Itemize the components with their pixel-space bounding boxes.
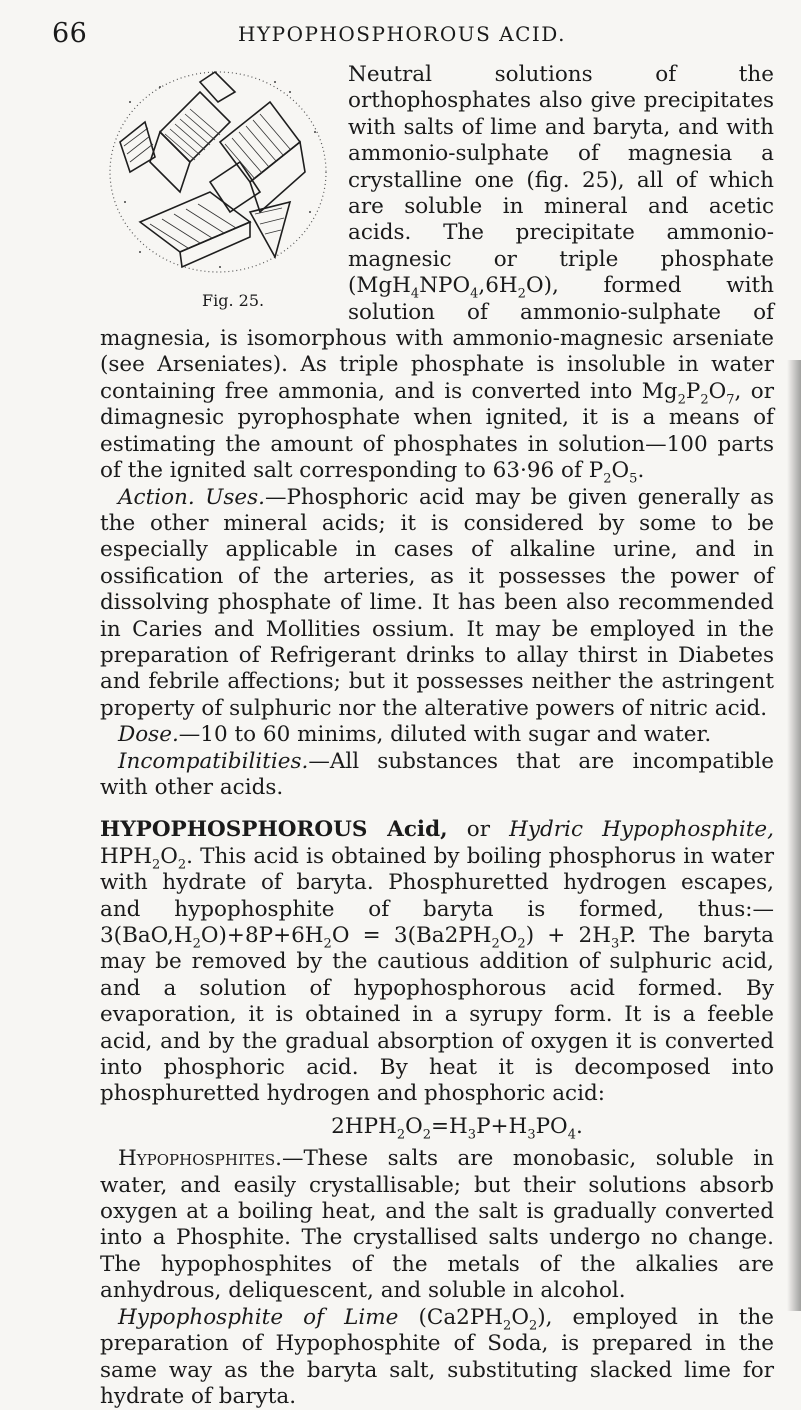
page-edge-shadow (787, 360, 801, 1311)
paragraph-hypophosphite-of-lime: Hypophosphite of Lime $(Ca2PH_2O_2)$, employed in the preparation of Hypophosphite of Soda, is prepared in the same way as the baryta salt, substituting slacked lime for hydrate of baryta. (100, 1304, 775, 1409)
page-number: 66 (52, 18, 88, 49)
paragraph-incompatibilities: Incompatibilities.—All substances that are incompatible with other acids. (100, 748, 774, 800)
figure-caption: Fig. 25. (202, 291, 265, 310)
hypophosphites-label: Hypophosphites. (118, 1146, 282, 1172)
figure-25 (100, 62, 336, 312)
paragraph-orthophosphates: Neutral solutions of the orthophosphates also give precipitates with salts of lime and baryta, and with ammonio-sulphate of magnesia a crystalline one (fig. 25), all of which are soluble in mineral and acetic acids. The precipitate ammonio-magnesic or triple phosphate $(MgH_4NPO_4,6H_2O)$, formed with solution of ammonio-sulphate of magnesia, is isomorphous with ammonio-magnesic arseniate (see Arseniates). As triple phosphate is insoluble in water containing free ammonia, and is converted into $Mg_2P_2O_7$, or dimagnesic pyrophosphate when ignited, it is a means of estimating the amount of phosphates in solution—100 parts of the ignited salt corresponding to 63·96 of $P_2O_5$. (100, 62, 775, 487)
crystal-illustration (100, 62, 336, 284)
header-title: HYPOPHOSPHOROUS ACID. (238, 22, 566, 46)
incompatibilities-label: Incompatibilities. (118, 748, 309, 774)
running-head (52, 18, 752, 52)
paragraph-dose: Dose.—10 to 60 minims, diluted with sugar and water. (118, 722, 712, 748)
paragraph-action-uses: Action. Uses.—Phosphoric acid may be given generally as the other mineral acids; it is considered by some to be especially applicable in cases of alkaline urine, and in ossification of the arteries, as it possesses the power of dissolving phosphate of lime. It has been also recommended in Caries and Mollities ossium. It may be employed in the preparation of Refrigerant drinks to allay thirst in Diabetes and febrile affections; but it possesses neither the astringent property of sulphuric nor the alterative powers of nitric acid. (100, 484, 774, 721)
paragraph-hypophosphites: Hypophosphites.—These salts are monobasic, soluble in water, and easily crystallisable; but their solutions absorb oxygen at a boiling heat, and the salt is gradually converted into a Phosphite. The crystallised salts undergo no change. The hypophosphites of the metals of the alkalies are anhydrous, deliquescent, and soluble in alcohol. (100, 1146, 774, 1304)
action-label: Action. Uses. (118, 484, 265, 510)
paragraph-hypophosphorous-acid: HYPOPHOSPHOROUS Acid, or Hydric Hypophosphite, $HPH_2O_2$. This acid is obtained by boiling phosphorus in water with hydrate of baryta. Phosphuretted hydrogen escapes, and hypophosphite of baryta is formed, $thus:—3(BaO,H_2O)+8P+6H_2O = 3(Ba2PH_2O_2) + 2H_3P$. The baryta may be removed by the cautious addition of sulphuric acid, and a solution of hypophosphorous acid formed. By evaporation, it is obtained in a syrupy form. It is a feeble acid, and by the gradual absorption of oxygen it is converted into phosphoric acid. By heat it is decomposed into phosphuretted hydrogen and phosphoric acid: (100, 817, 774, 1107)
body-text (100, 62, 774, 1410)
section-heading: HYPOPHOSPHOROUS Acid, (100, 817, 448, 843)
decomposition-equation: $2HPH_2O_2=H_3P+H_3PO_4$. (331, 1113, 583, 1143)
lime-label: Hypophosphite of Lime (118, 1304, 399, 1330)
dose-label: Dose. (118, 722, 179, 748)
